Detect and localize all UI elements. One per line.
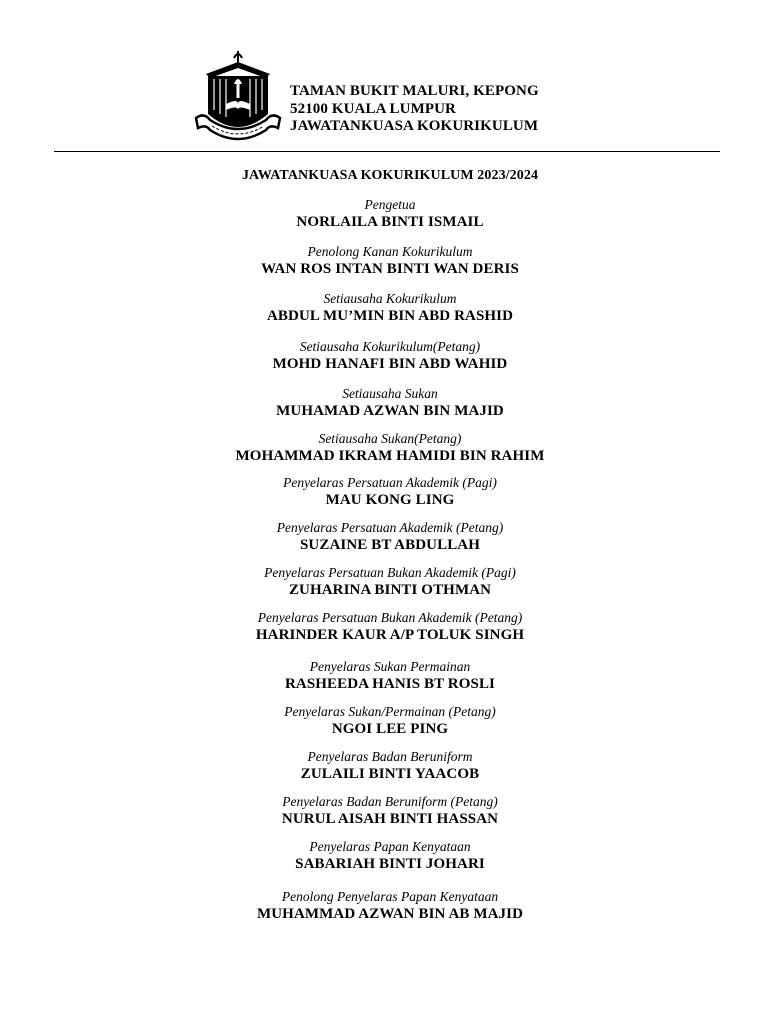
member-name: MOHAMMAD IKRAM HAMIDI BIN RAHIM — [235, 448, 545, 464]
member-name: SUZAINE BT ABDULLAH — [299, 537, 480, 553]
committee-title: JAWATANKUASA KOKURIKULUM 2023/2024 — [241, 168, 539, 183]
member-entry — [0, 793, 768, 828]
member-role: Penyelaras Persatuan Akademik (Pagi) — [283, 475, 497, 490]
member-name: ZUHARINA BINTI OTHMAN — [288, 582, 492, 598]
member-entry — [0, 748, 768, 783]
school-address — [290, 83, 539, 136]
member-name: MUHAMAD AZWAN BIN MAJID — [276, 403, 504, 419]
member-entry — [0, 888, 768, 923]
member-role: Pengetua — [364, 197, 416, 212]
member-name: MUHAMMAD AZWAN BIN AB MAJID — [256, 906, 524, 922]
member-entry — [0, 474, 768, 509]
member-entry — [0, 703, 768, 738]
member-role: Penyelaras Badan Beruniform (Petang) — [282, 794, 498, 809]
member-role: Penyelaras Persatuan Bukan Akademik (Petang) — [257, 610, 523, 625]
address-line: TAMAN BUKIT MALURI, KEPONG — [290, 83, 539, 99]
member-name: NURUL AISAH BINTI HASSAN — [281, 811, 499, 827]
member-entry — [0, 196, 768, 231]
member-name: NGOI LEE PING — [331, 721, 449, 737]
member-role: Penyelaras Sukan Permainan — [309, 659, 471, 674]
member-role: Penyelaras Persatuan Akademik (Petang) — [276, 520, 504, 535]
member-name: MOHD HANAFI BIN ABD WAHID — [272, 356, 508, 372]
member-name: NORLAILA BINTI ISMAIL — [296, 214, 484, 230]
member-name: ABDUL MU’MIN BIN ABD RASHID — [266, 308, 514, 324]
member-role: Setiausaha Kokurikulum(Petang) — [299, 339, 481, 354]
member-name: WAN ROS INTAN BINTI WAN DERIS — [261, 261, 519, 277]
member-entry — [0, 838, 768, 873]
member-name: SABARIAH BINTI JOHARI — [295, 856, 485, 872]
member-role: Setiausaha Sukan(Petang) — [318, 431, 462, 446]
member-name: ZULAILI BINTI YAACOB — [300, 766, 480, 782]
member-role: Setiausaha Kokurikulum — [323, 291, 457, 306]
member-role: Penyelaras Sukan/Permainan (Petang) — [284, 704, 496, 719]
member-name: HARINDER KAUR A/P TOLUK SINGH — [255, 627, 525, 643]
member-role: Penyelaras Badan Beruniform — [307, 749, 473, 764]
member-entry — [0, 564, 768, 599]
member-entry — [0, 609, 768, 644]
member-role: Penyelaras Papan Kenyataan — [309, 839, 471, 854]
member-name: RASHEEDA HANIS BT ROSLI — [284, 676, 495, 692]
member-entry — [0, 385, 768, 420]
address-line: 52100 KUALA LUMPUR — [290, 100, 456, 117]
member-entry — [0, 519, 768, 554]
member-entry — [0, 243, 768, 278]
member-entry — [0, 290, 768, 325]
header-divider — [54, 151, 720, 152]
member-name: MAU KONG LING — [325, 492, 455, 508]
address-line: JAWATANKUASA KOKURIKULUM — [290, 118, 539, 134]
school-crest-logo — [190, 48, 286, 144]
member-entry — [0, 338, 768, 373]
member-role: Penolong Penyelaras Papan Kenyataan — [281, 889, 499, 904]
member-role: Penyelaras Persatuan Bukan Akademik (Pagi) — [264, 565, 516, 580]
member-entry — [0, 430, 768, 465]
member-role: Penolong Kanan Kokurikulum — [307, 244, 473, 259]
letterhead — [0, 0, 768, 152]
member-role: Setiausaha Sukan — [342, 386, 438, 401]
member-entry — [0, 658, 768, 693]
